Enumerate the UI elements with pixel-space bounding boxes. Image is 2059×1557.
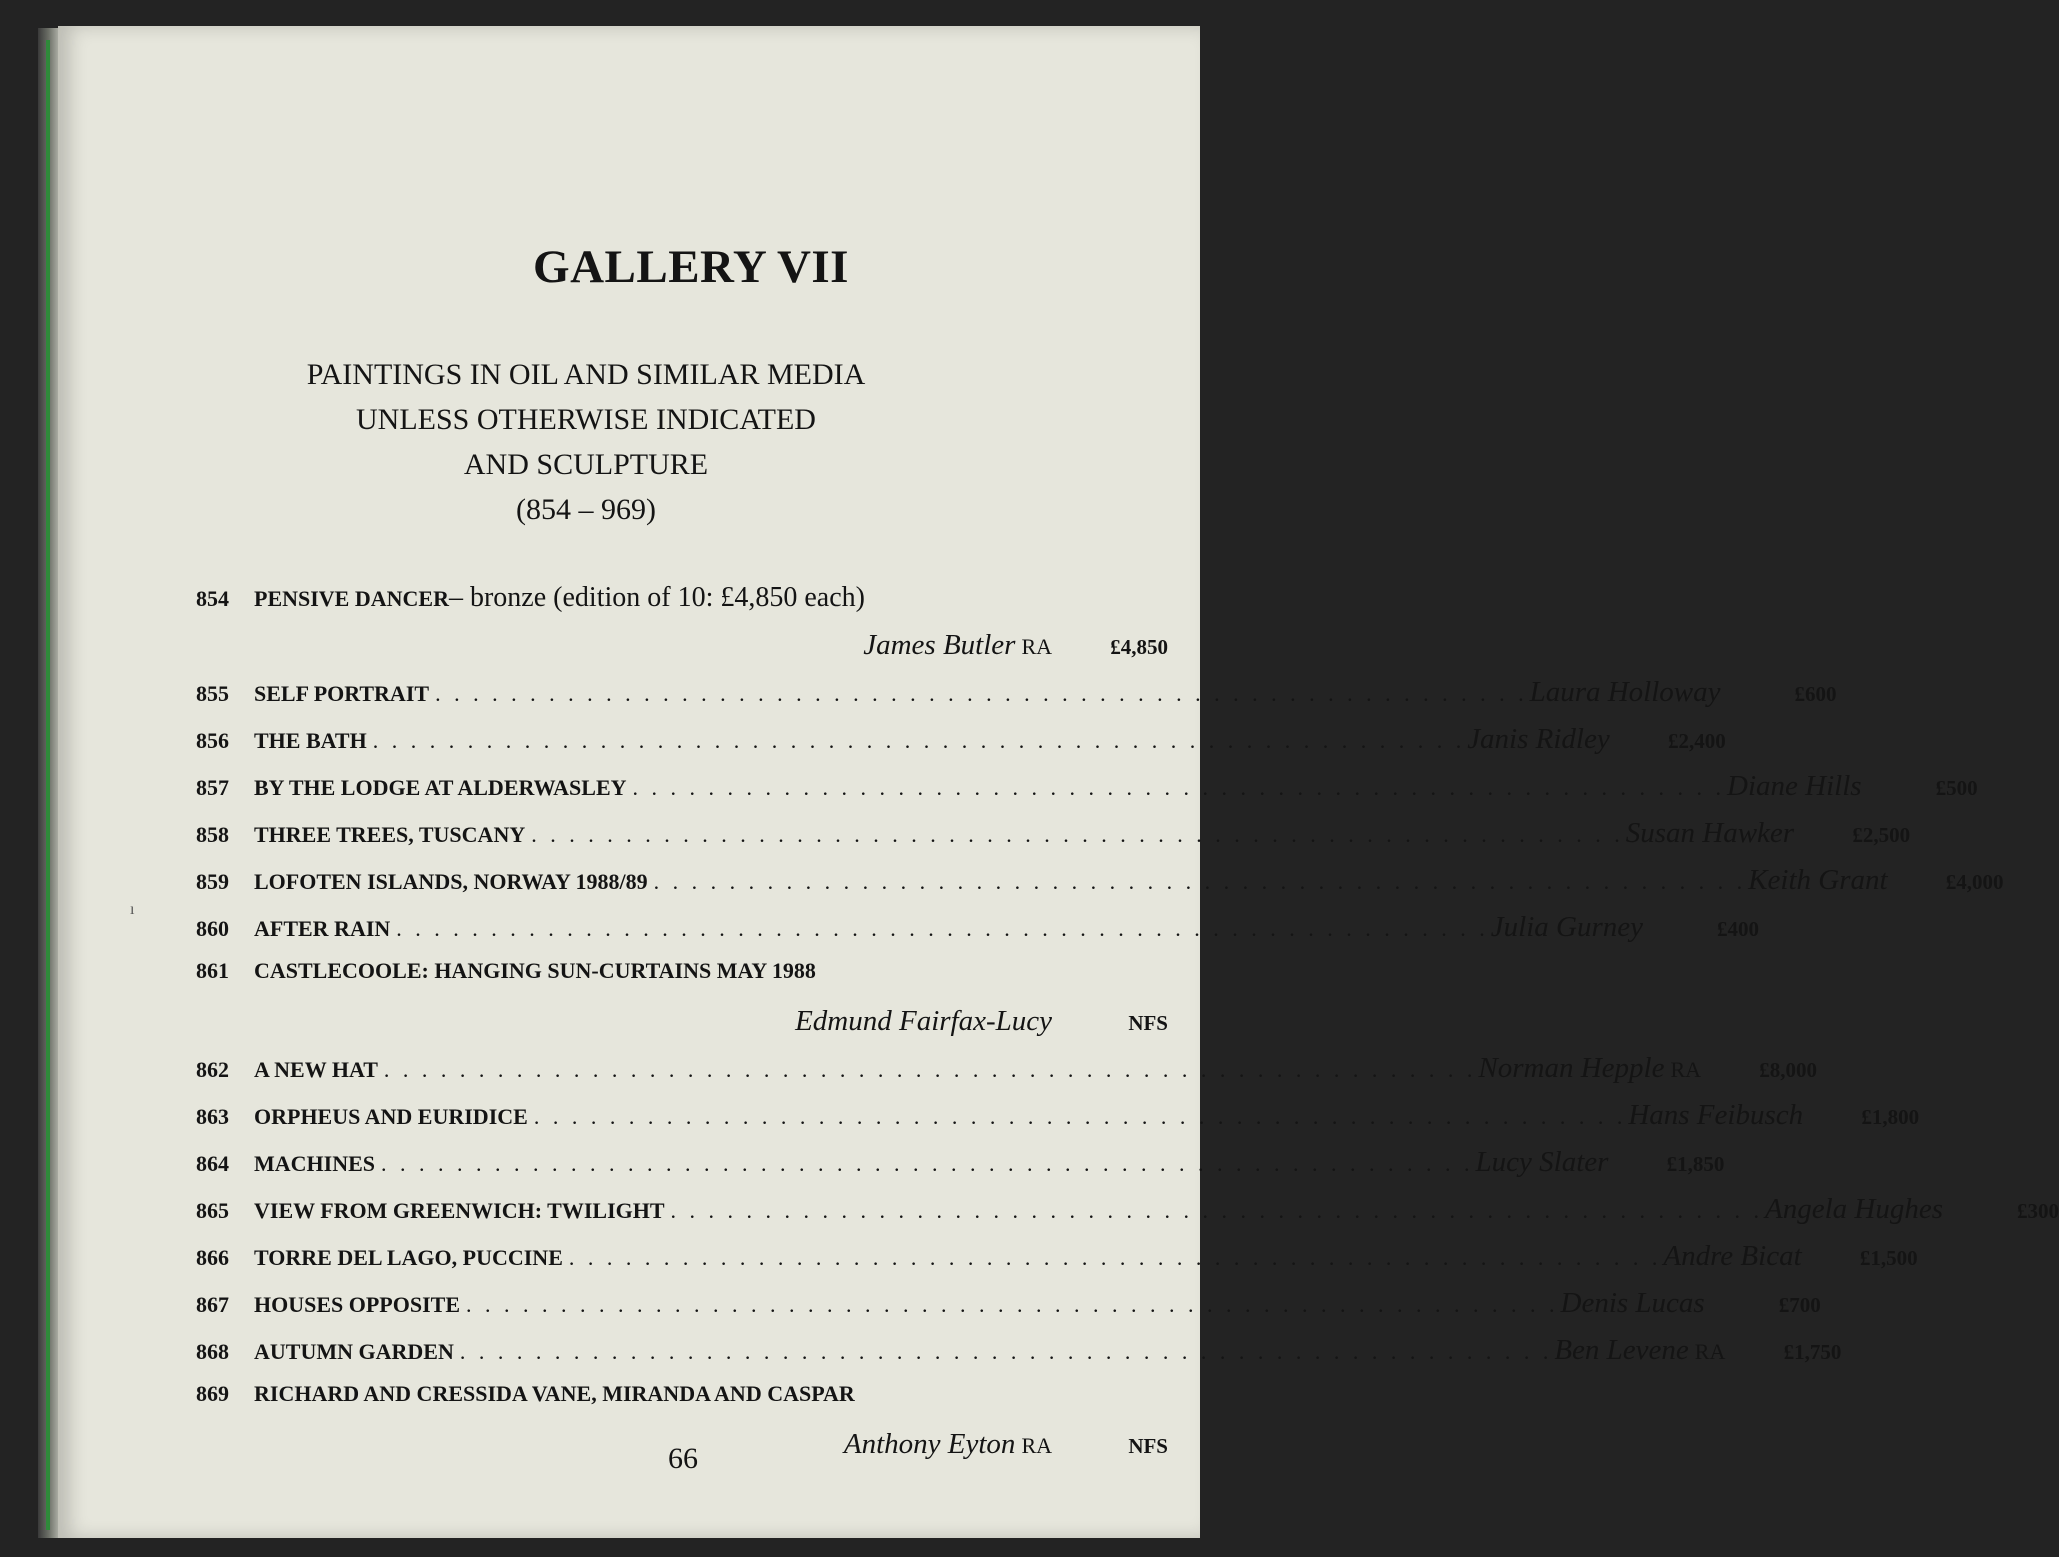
- leader-dots: . . . . . . . . . . . . . . . . . . . . . . . . . . . . . . . . . . . . . . . . . . . . . . . . . . . . . . . . . .: [372, 728, 1466, 753]
- entry-title: VIEW FROM GREENWICH: TWILIGHT: [254, 1198, 665, 1223]
- entry-number: 865: [196, 1198, 229, 1223]
- entry-price: £2,500: [1852, 823, 1911, 847]
- subtitle-line: PAINTINGS IN OIL AND SIMILAR MEDIA: [306, 358, 866, 391]
- subtitle-line: (854 – 969): [516, 493, 656, 526]
- catalogue-entry: [196, 723, 1726, 770]
- leader-dots: . . . . . . . . . . . . . . . . . . . . . . . . . . . . . . . . . . . . . . . . . . . . . . . . . . . . . . . . . .: [632, 775, 1726, 800]
- catalogue-entry: [196, 1052, 1818, 1099]
- entry-price: NFS: [1128, 1011, 1168, 1035]
- entry-artist: Edmund Fairfax-Lucy: [795, 1005, 1052, 1037]
- catalogue-entry: [196, 958, 1168, 1005]
- entry-price: £1,750: [1783, 1340, 1842, 1364]
- entry-title: THREE TREES, TUSCANY: [254, 822, 526, 847]
- gallery-subtitle: [0, 352, 1172, 532]
- entry-number: 858: [196, 822, 229, 847]
- entry-title: SELF PORTRAIT: [254, 681, 430, 706]
- entry-artist: Julia Gurney: [1490, 911, 1644, 943]
- entry-price: £1,800: [1861, 1105, 1920, 1129]
- entry-number: 869: [196, 1381, 229, 1406]
- leader-dots: . . . . . . . . . . . . . . . . . . . . . . . . . . . . . . . . . . . . . . . . . . . . . . . . . . . . . . . . . .: [459, 1339, 1553, 1364]
- leader-dots: . . . . . . . . . . . . . . . . . . . . . . . . . . . . . . . . . . . . . . . . . . . . . . . . . . . . . . . . . .: [396, 916, 1489, 941]
- entry-number: 857: [196, 775, 229, 800]
- page-number: 66: [668, 1442, 698, 1475]
- leader-dots: . . . . . . . . . . . . . . . . . . . . . . . . . . . . . . . . . . . . . . . . . . . . . . . . . . . . . . . . . .: [383, 1057, 1477, 1082]
- entry-artist: Anthony Eyton: [843, 1428, 1016, 1460]
- entry-title: THE BATH: [254, 728, 367, 753]
- entry-number: 861: [196, 958, 229, 983]
- catalogue-entry: [196, 676, 1837, 723]
- entry-artist: Susan Hawker: [1625, 817, 1795, 849]
- entry-price: £2,400: [1667, 729, 1726, 753]
- entry-title: A NEW HAT: [254, 1057, 378, 1082]
- entry-number: 854: [196, 586, 229, 611]
- leader-dots: . . . . . . . . . . . . . . . . . . . . . . . . . . . . . . . . . . . . . . . . . . . . . . . . . . . . . . . . . .: [533, 1104, 1627, 1129]
- entry-title: CASTLECOOLE: HANGING SUN-CURTAINS MAY 1988: [254, 958, 816, 983]
- entry-price: £1,850: [1666, 1152, 1725, 1176]
- entry-artist: Laura Holloway: [1529, 676, 1721, 708]
- entry-title: PENSIVE DANCER: [254, 586, 449, 611]
- catalogue-entry: [196, 582, 1168, 629]
- entry-artist: Norman Hepple: [1478, 1052, 1665, 1084]
- catalogue-entry: [196, 1334, 1842, 1381]
- catalogue-entry: [196, 1099, 1920, 1146]
- entry-title: BY THE LODGE AT ALDERWASLEY: [254, 775, 627, 800]
- entry-artist: James Butler: [863, 629, 1016, 661]
- entry-price: £4,850: [1110, 635, 1168, 659]
- entry-title: ORPHEUS AND EURIDICE: [254, 1104, 528, 1129]
- entry-price: £500: [1935, 776, 1978, 800]
- leader-dots: . . . . . . . . . . . . . . . . . . . . . . . . . . . . . . . . . . . . . . . . . . . . . . . . . . . . . . . . . .: [653, 869, 1747, 894]
- margin-mark: ı: [130, 901, 135, 918]
- catalogue-entry: [196, 864, 2004, 911]
- catalogue-entry: [196, 1287, 1821, 1334]
- catalogue-entry: [196, 770, 1978, 817]
- entry-number: 864: [196, 1151, 229, 1176]
- gallery-title: GALLERY VII: [533, 241, 849, 293]
- entry-artist: Janis Ridley: [1467, 723, 1610, 755]
- entry-price: £600: [1794, 682, 1837, 706]
- entry-artist: Angela Hughes: [1765, 1193, 1944, 1225]
- entry-artist-suffix: RA: [1021, 1433, 1052, 1458]
- catalogue-entries: [196, 582, 2059, 1475]
- entry-title: TORRE DEL LAGO, PUCCINE: [254, 1245, 563, 1270]
- entry-number: 868: [196, 1339, 229, 1364]
- entry-title: AUTUMN GARDEN: [254, 1339, 454, 1364]
- entry-artist: Lucy Slater: [1475, 1146, 1609, 1178]
- entry-number: 866: [196, 1245, 229, 1270]
- entry-artist: Denis Lucas: [1560, 1287, 1705, 1319]
- entry-artist: Keith Grant: [1748, 864, 1888, 896]
- entry-price: £700: [1778, 1293, 1821, 1317]
- leader-dots: . . . . . . . . . . . . . . . . . . . . . . . . . . . . . . . . . . . . . . . . . . . . . . . . . . . . . . . . . .: [670, 1198, 1764, 1223]
- entry-artist-suffix: RA: [1670, 1057, 1702, 1082]
- entry-artist: Ben Levene: [1554, 1334, 1689, 1366]
- entry-artist: Andre Bicat: [1663, 1240, 1802, 1272]
- catalogue-entry: [196, 911, 1760, 958]
- entry-price: NFS: [1128, 1434, 1168, 1458]
- subtitle-line: UNLESS OTHERWISE INDICATED: [356, 403, 816, 436]
- entry-number: 867: [196, 1292, 229, 1317]
- catalogue-entry: [196, 1240, 1918, 1287]
- leader-dots: . . . . . . . . . . . . . . . . . . . . . . . . . . . . . . . . . . . . . . . . . . . . . . . . . . . . . . . . . .: [531, 822, 1624, 847]
- entry-artist-suffix: RA: [1021, 634, 1052, 659]
- entry-title: AFTER RAIN: [254, 916, 391, 941]
- entry-number: 862: [196, 1057, 229, 1082]
- catalogue-entry: [196, 817, 1911, 864]
- entry-title: LOFOTEN ISLANDS, NORWAY 1988/89: [254, 869, 648, 894]
- catalogue-entry: [196, 1005, 1168, 1052]
- entry-title: HOUSES OPPOSITE: [254, 1292, 461, 1317]
- entry-price: £400: [1717, 917, 1760, 941]
- entry-number: 855: [196, 681, 229, 706]
- subtitle-line: AND SCULPTURE: [463, 448, 709, 481]
- entry-price: £1,500: [1859, 1246, 1918, 1270]
- leader-dots: . . . . . . . . . . . . . . . . . . . . . . . . . . . . . . . . . . . . . . . . . . . . . . . . . . . . . . . . . .: [435, 681, 1528, 706]
- entry-artist: Hans Feibusch: [1628, 1099, 1804, 1131]
- entry-price: £8,000: [1759, 1058, 1818, 1082]
- entry-medium: – bronze (edition of 10: £4,850 each): [448, 582, 865, 613]
- leader-dots: . . . . . . . . . . . . . . . . . . . . . . . . . . . . . . . . . . . . . . . . . . . . . . . . . . . . . . . . . .: [381, 1151, 1474, 1176]
- entry-artist: Diane Hills: [1727, 770, 1862, 802]
- entry-price: £4,000: [1945, 870, 2004, 894]
- entry-title: RICHARD AND CRESSIDA VANE, MIRANDA AND CASPAR: [254, 1381, 855, 1406]
- entry-artist-suffix: RA: [1694, 1339, 1726, 1364]
- entry-number: 859: [196, 869, 229, 894]
- catalogue-entry: [196, 1381, 1168, 1428]
- entry-price: £300: [2017, 1199, 2059, 1223]
- leader-dots: . . . . . . . . . . . . . . . . . . . . . . . . . . . . . . . . . . . . . . . . . . . . . . . . . . . . . . . . . .: [568, 1245, 1662, 1270]
- entry-number: 860: [196, 916, 229, 941]
- entry-number: 863: [196, 1104, 229, 1129]
- catalogue-entry: [196, 629, 1168, 676]
- catalogue-entry: [196, 1146, 1725, 1193]
- entry-title: MACHINES: [254, 1151, 376, 1176]
- leader-dots: . . . . . . . . . . . . . . . . . . . . . . . . . . . . . . . . . . . . . . . . . . . . . . . . . . . . . . . . . .: [466, 1292, 1559, 1317]
- catalogue-entry: [196, 1193, 2059, 1240]
- entry-number: 856: [196, 728, 229, 753]
